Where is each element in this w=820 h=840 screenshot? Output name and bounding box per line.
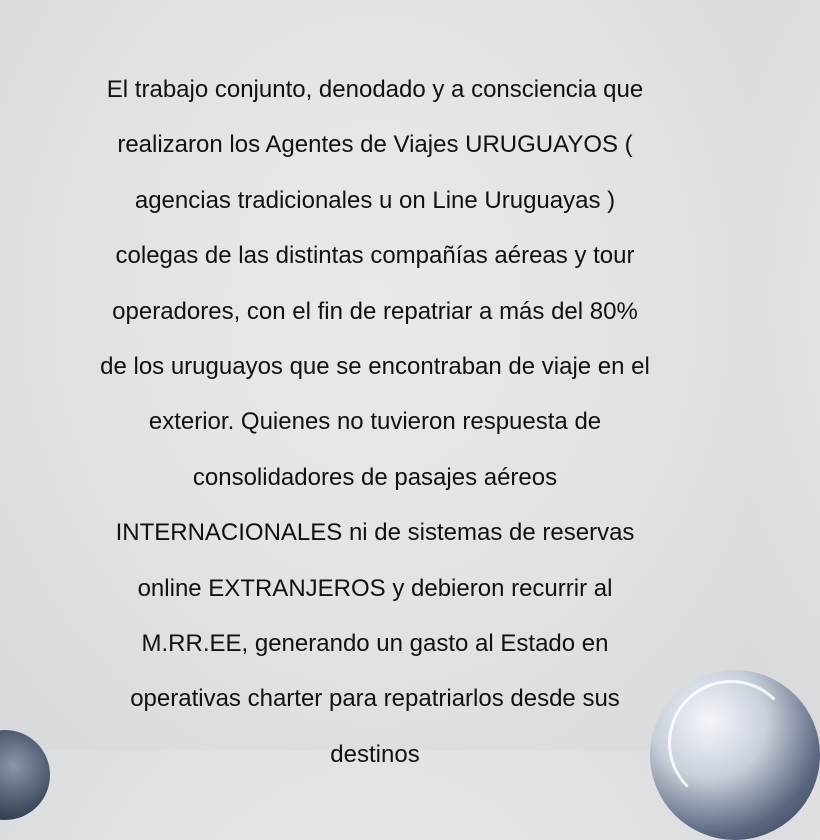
- text-line: agencias tradicionales u on Line Uruguayas ): [134, 186, 616, 214]
- text-line: M.RR.EE, generando un gasto al Estado en: [141, 629, 609, 657]
- text-line: exterior. Quienes no tuvieron respuesta de: [148, 408, 602, 436]
- corner-decoration-right: [650, 670, 820, 840]
- text-line: de los uruguayos que se encontraban de viaje en el: [100, 352, 650, 380]
- text-line: consolidadores de pasajes aéreos: [192, 463, 558, 491]
- text-line: colegas de las distintas compañías aéreas y tour: [115, 242, 635, 270]
- text-line: online EXTRANJEROS y debieron recurrir al: [137, 574, 613, 602]
- text-line: INTERNACIONALES ni de sistemas de reservas: [115, 519, 635, 547]
- text-line: El trabajo conjunto, denodado y a consciencia que: [106, 76, 644, 103]
- text-line: destinos: [330, 740, 420, 768]
- post-text: [0, 62, 750, 782]
- text-line: operativas charter para repatriarlos desde sus: [130, 685, 620, 713]
- text-line: realizaron los Agentes de Viajes URUGUAYOS (: [117, 131, 633, 159]
- text-line: operadores, con el fin de repatriar a más del 80%: [112, 297, 638, 325]
